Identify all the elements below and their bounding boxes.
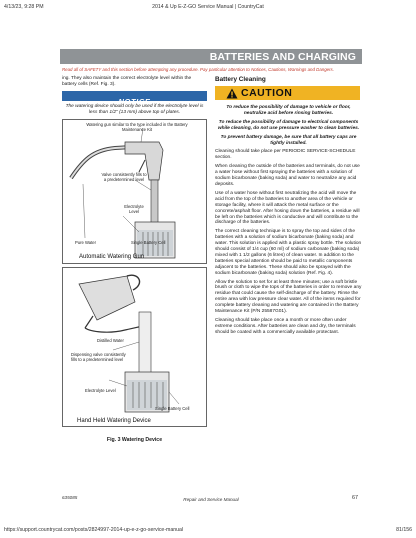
print-datetime: 4/13/23, 9:28 PM: [4, 4, 44, 10]
right-column: [215, 76, 362, 339]
figure-caption-hand: Hand Held Watering Device: [77, 417, 151, 424]
leader-line: [169, 392, 179, 404]
left-intro-text: ing. They also maintain the correct electrolyte level within the battery cells (Ref. Fig. 3).: [62, 76, 192, 87]
document-code: 635085: [62, 495, 78, 500]
caution-text-3: To prevent battery damage, be sure that all battery caps are tightly installed.: [220, 134, 357, 146]
body-paragraph-6: Cleaning should take place once a month or more often under extreme conditions. After batteries are clean and dry, the terminals should be coated with a commercially available protectant.: [215, 318, 356, 335]
body-paragraph-2: When cleaning the outside of the batteries and terminals, do not use a water hose without first spraying the batteries with a solution of sodium bicarbonate (baking soda) and water to neutralize any acid deposits.: [215, 164, 360, 187]
caution-banner: [215, 86, 360, 100]
callout-distilled-water: Distilled Water: [97, 337, 124, 343]
section-title: BATTERIES AND CHARGING: [209, 51, 356, 63]
jug-spout-shape: [85, 316, 93, 328]
gun-trigger-shape: [139, 160, 145, 172]
body-paragraph-1: Cleaning should take place per PERIODIC SERVICE-SCHEDULE section.: [215, 149, 356, 161]
warning-triangle-icon: [226, 88, 238, 99]
print-page-title: 2014 & Up E-Z-GO Service Manual | CountryCat: [152, 4, 264, 10]
notice-label: NOTICE: [118, 96, 151, 106]
manual-page-number: 67: [352, 495, 358, 501]
caution-text-2: To reduce the possibility of damage to electrical components while cleaning, do not use pressure washer to clean batteries.: [217, 119, 360, 131]
manual-page-footer: [60, 495, 362, 507]
caution-text-1: To reduce the possibility of damage to vehicle or floor, neutralize acid before rinsing batteries.: [226, 105, 351, 116]
notice-banner: [62, 91, 207, 106]
print-page-counter: 81/156: [396, 527, 412, 533]
dispensing-valve-shape: [139, 312, 151, 374]
callout-electrolyte-level: Electrolyte Level: [85, 387, 116, 393]
figure-watering-gun: [62, 119, 207, 264]
callout-pure-water: Pure Water: [75, 239, 97, 245]
browser-print-footer: [4, 527, 412, 537]
leader-line: [109, 380, 127, 386]
leader-line: [113, 342, 139, 350]
print-url: https://support.countrycat.com/posts/2824997-2014-up-e-z-go-service-manual: [4, 527, 184, 533]
caution-label: CAUTION: [241, 87, 293, 99]
body-paragraph-3: Use of a water hose without first neutralizing the acid will move the acid from the top of the batteries to another area of the vehicle or storage facility, where it will attack the metal surface or the concrete/asphalt floor. After hosing down the batteries, a residue will be left on the batteries which is conductive and will contribute to the discharge of the batteries.: [215, 190, 360, 226]
manual-title: Repair and Service Manual: [183, 497, 239, 502]
gun-nozzle-shape: [151, 180, 158, 224]
callout-single-cell: Single Battery Cell: [131, 239, 166, 245]
browser-print-header: [4, 2, 412, 12]
callout-dispensing-valve: Dispensing valve consistently fills to a predetermined level: [71, 351, 126, 362]
jug-shape: [79, 276, 135, 320]
callout-single-cell: Single Battery Cell: [155, 405, 190, 411]
figure-caption-gun: Automatic Watering Gun: [79, 253, 145, 260]
left-column: [62, 76, 207, 443]
figure-hand-held: [62, 267, 207, 427]
callout-electrolyte-level: Electrolyte Level: [124, 203, 144, 214]
tube-shape: [85, 326, 143, 332]
section-title-bar: [60, 49, 362, 64]
battery-cleaning-heading: Battery Cleaning: [215, 76, 266, 83]
manual-page: [60, 49, 362, 510]
leader-line: [83, 184, 85, 238]
callout-valve: Valve consistently fills to a predetermined level: [101, 171, 147, 182]
safety-note: Read all of SAFETY and this section before attempting any procedure. Pay particular attention to Notices, Cautions, Warnings and Dangers.: [62, 67, 334, 72]
notice-text: The watering device should only be used if the electrolyte level is less than 1/2" (13 mm) above top of plates.: [65, 103, 204, 115]
body-paragraph-5: Allow the solution to set for at least three minutes; use a soft bristle brush or cloth to wipe the tops of the batteries in order to remove any residue that could cause the self-discharge of the battery. Rinse the entire area with low pressure clear water. All of the items required for complete battery cleaning and watering are contained in the Battery Maintenance Kit (P/N 25587G01).: [215, 279, 362, 315]
hand-held-illustration: [63, 268, 208, 428]
body-paragraph-4: The correct cleaning technique is to spray the top and sides of the batteries with a solution of sodium bicarbonate (baking soda) and water. This solution is applied with a plastic spray bottle. The solution should consist of 1/4 cup (60 ml) of sodium carbonate (baking soda) mixed with 1 1/2 gallons (6 litres) of clean water. In addition to the batteries special attention should be paid to metallic components adjacent to the batteries. These should also be sprayed with the sodium bicarbonate (baking soda) solution (Ref. Fig. 4).: [215, 229, 362, 276]
callout-watering-gun: Watering gun similar to the type included in the Battery Maintenance Kit: [86, 121, 188, 132]
figure-number: Fig. 3 Watering Device: [106, 436, 163, 443]
